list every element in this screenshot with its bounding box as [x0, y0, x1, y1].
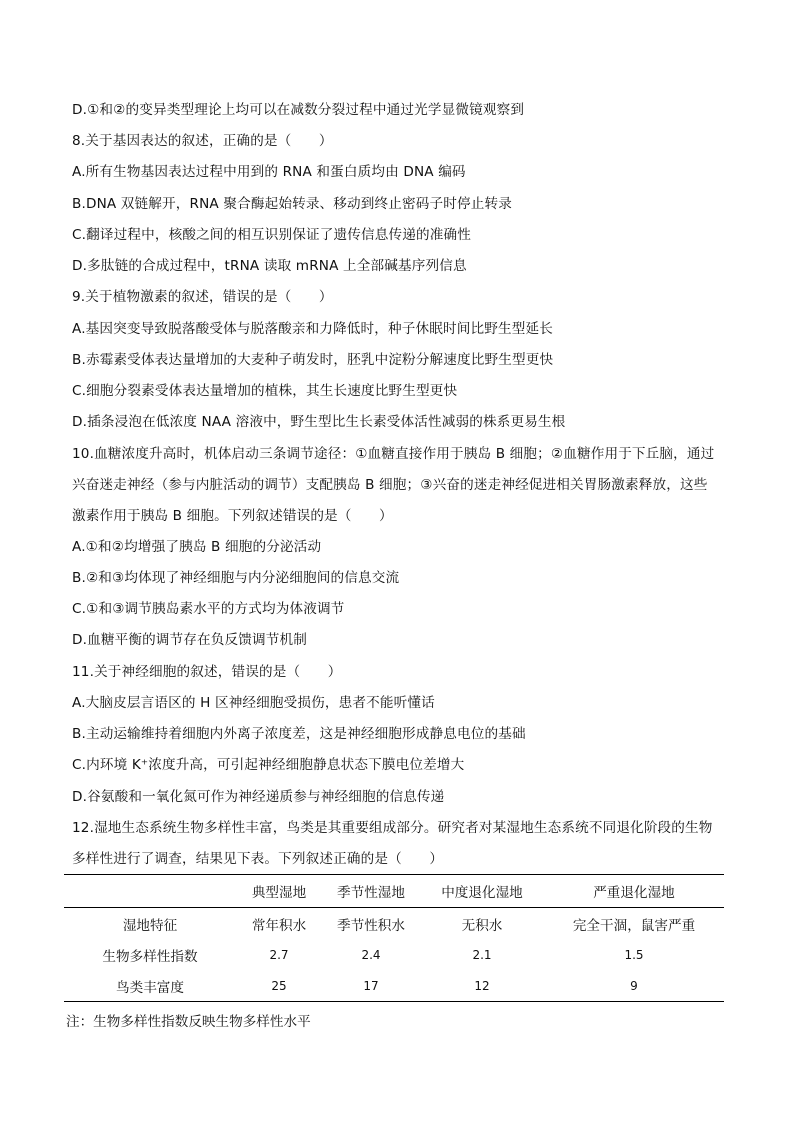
question-10-stem: 激素作用于胰岛 B 细胞。下列叙述错误的是（ ）	[72, 508, 393, 524]
question-11-option-c: C.内环境 K⁺浓度升高，可引起神经细胞静息状态下膜电位差增大	[72, 757, 465, 773]
table-cell: 常年积水	[251, 917, 307, 934]
question-9-option-a: A.基因突变导致脱落酸受体与脱落酸亲和力降低时，种子休眠时间比野生型延长	[72, 321, 553, 337]
question-9-option-b: B.赤霉素受体表达量增加的大麦种子萌发时，胚乳中淀粉分解速度比野生型更快	[72, 352, 554, 368]
table-header: 严重退化湿地	[593, 885, 675, 901]
table-cell: 生物多样性指数	[102, 948, 198, 965]
table-cell: 2.4	[361, 947, 381, 962]
question-9-option-c: C.细胞分裂素受体表达量增加的植株，其生长速度比野生型更快	[72, 383, 458, 399]
question-8-option-c: C.翻译过程中，核酸之间的相互识别保证了遗传信息传递的准确性	[72, 227, 471, 243]
question-10-option-b: B.②和③均体现了神经细胞与内分泌细胞间的信息交流	[72, 570, 400, 586]
question-11-option-a: A.大脑皮层言语区的 H 区神经细胞受损伤，患者不能听懂话	[72, 695, 435, 711]
question-8-option-b: B.DNA 双链解开，RNA 聚合酶起始转录、移动到终止密码子时停止转录	[72, 196, 512, 212]
table-header: 中度退化湿地	[441, 885, 523, 901]
table-cell: 湿地特征	[122, 917, 178, 934]
question-10-option-a: A.①和②均增强了胰岛 B 细胞的分泌活动	[72, 539, 322, 555]
table-row	[64, 908, 724, 940]
table-cell: 鸟类丰富度	[116, 979, 184, 996]
table-cell: 12	[474, 978, 490, 993]
question-11-option-b: B.主动运输维持着细胞内外离子浓度差，这是神经细胞形成静息电位的基础	[72, 726, 526, 742]
table-cell: 25	[271, 978, 287, 993]
question-10-stem: 兴奋迷走神经（参与内脏活动的调节）支配胰岛 B 细胞；③兴奋的迷走神经促进相关胃肠激素释放，这些	[72, 477, 708, 493]
table-cell: 季节性积水	[337, 917, 405, 934]
table-header: 季节性湿地	[337, 885, 405, 901]
table-cell: 2.1	[472, 947, 492, 962]
table-cell: 1.5	[624, 947, 644, 962]
table-cell: 2.7	[269, 947, 289, 962]
table-header: 典型湿地	[251, 885, 307, 901]
table-cell: 17	[363, 978, 379, 993]
question-10-option-d: D.血糖平衡的调节存在负反馈调节机制	[72, 632, 307, 648]
question-11-option-d: D.谷氨酸和一氧化氮可作为神经递质参与神经细胞的信息传递	[72, 789, 445, 805]
question-11-stem: 11.关于神经细胞的叙述，错误的是（ ）	[72, 664, 342, 680]
table-cell: 9	[630, 978, 638, 993]
question-8-stem: 8.关于基因表达的叙述，正确的是（ ）	[72, 133, 333, 149]
table-note: 注：生物多样性指数反映生物多样性水平	[66, 1014, 311, 1030]
table-row	[64, 970, 724, 1002]
question-8-option-a: A.所有生物基因表达过程中用到的 RNA 和蛋白质均由 DNA 编码	[72, 164, 466, 180]
question-10-option-c: C.①和③调节胰岛素水平的方式均为体液调节	[72, 601, 345, 617]
table-header	[64, 875, 236, 908]
question-10-stem: 10.血糖浓度升高时，机体启动三条调节途径：①血糖直接作用于胰岛 B 细胞；②血糖作用于下丘脑，通过	[72, 446, 715, 462]
table-cell: 完全干涸，鼠害严重	[572, 917, 696, 934]
table-row	[64, 939, 724, 970]
question-9-option-d: D.插条浸泡在低浓度 NAA 溶液中，野生型比生长素受体活性减弱的株系更易生根	[72, 414, 566, 430]
wetland-table	[64, 874, 724, 1002]
text-line: D.①和②的变异类型理论上均可以在减数分裂过程中通过光学显微镜观察到	[72, 102, 525, 118]
question-12-stem: 多样性进行了调查，结果见下表。下列叙述正确的是（ ）	[72, 851, 444, 867]
table-cell: 无积水	[461, 917, 503, 934]
question-8-option-d: D.多肽链的合成过程中，tRNA 读取 mRNA 上全部碱基序列信息	[72, 258, 467, 274]
question-12-stem: 12.湿地生态系统生物多样性丰富，鸟类是其重要组成部分。研究者对某湿地生态系统不同退化阶段的生物	[72, 820, 713, 836]
table-header-row	[64, 875, 724, 908]
question-9-stem: 9.关于植物激素的叙述，错误的是（ ）	[72, 289, 333, 305]
